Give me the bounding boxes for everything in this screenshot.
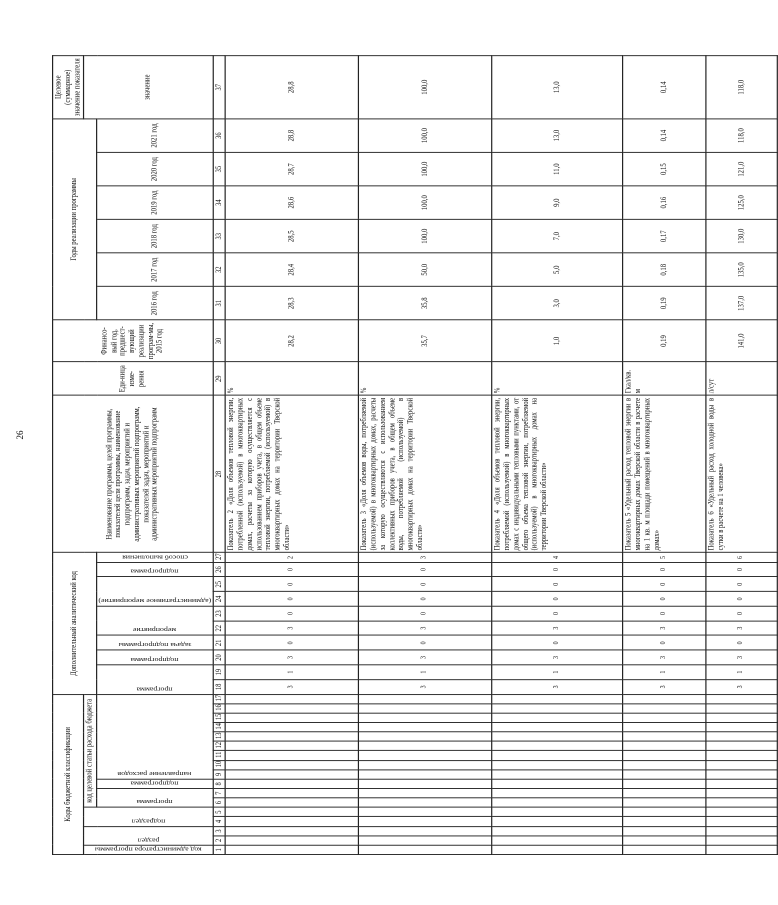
an-program-header: программа: [97, 665, 213, 694]
budget-code-cell: [359, 713, 492, 722]
year-value: 28,5: [226, 219, 359, 253]
col-num: 3: [213, 826, 226, 835]
col-num: 24: [213, 592, 226, 607]
col-num: 30: [213, 320, 226, 362]
analytic-digit: 0: [623, 562, 706, 577]
year-value: 121,0: [706, 152, 777, 186]
budget-code-cell: [226, 694, 359, 703]
budget-code-cell: [623, 723, 706, 732]
budget-code-cell: [359, 836, 492, 845]
analytic-digit: 0: [706, 577, 777, 592]
indicator-row: [706, 56, 777, 855]
analytic-digit: 0: [623, 636, 706, 651]
col-num: 19: [213, 665, 226, 680]
analytic-digit: 3: [706, 680, 777, 695]
indicator-name: Показатель 2 «Доля объемов тепловой энергии, потребленной (используемой) в многоквартирных домах, расчеты за которую осуществляется с использованием приборов учета, в общем объеме тепловой энергии, потребляемой (используемой) в многоквартирных домах на территории Тверской области»: [226, 396, 359, 553]
year-2018-header: 2018 год: [97, 219, 213, 253]
col-num: 6: [213, 798, 226, 807]
target-item-header: код целевой статьи расхода бюджета: [84, 694, 97, 807]
base-value: 141,0: [706, 320, 777, 362]
column-number-row: [213, 56, 226, 855]
budget-code-cell: [226, 770, 359, 779]
indicator-row: [359, 56, 492, 855]
budget-code-cell: [359, 798, 492, 807]
analytic-digit: 3: [492, 680, 623, 695]
year-value: 100,0: [359, 152, 492, 186]
budget-code-cell: [359, 694, 492, 703]
program-code-header: программа: [97, 789, 213, 808]
col-num: 15: [213, 713, 226, 722]
budget-code-cell: [226, 760, 359, 769]
budget-code-cell: [226, 798, 359, 807]
base-value: 35,7: [359, 320, 492, 362]
col-num: 37: [213, 56, 226, 119]
program-indicators-table: [52, 55, 778, 855]
analytic-digit: 0: [706, 562, 777, 577]
analytic-digit: 0: [623, 577, 706, 592]
analytic-digit: 4: [492, 553, 623, 562]
col-num: 1: [213, 845, 226, 854]
an-task-header: задача подпрограммы: [97, 636, 213, 651]
budget-code-cell: [359, 789, 492, 798]
budget-code-cell: [706, 704, 777, 713]
budget-code-cell: [706, 760, 777, 769]
page-number: 26: [15, 430, 25, 440]
indicator-name: Показатель 4 «Доля объемов тепловой энергии, потребляемой (используемой) в многоквартирных домах с индивидуальными тепловыми пунктами, от общего объема тепловой энергии, потребляемой (используемой) в многоквартирных домах на территории Тверской области»: [492, 396, 623, 553]
col-num: 34: [213, 186, 226, 220]
col-num: 28: [213, 396, 226, 553]
target-value: 0,14: [623, 56, 706, 119]
col-num: 29: [213, 362, 226, 396]
col-num: 11: [213, 751, 226, 760]
budget-code-cell: [623, 789, 706, 798]
budget-codes-header: Коды бюджетной классификации: [53, 694, 84, 854]
budget-code-cell: [226, 723, 359, 732]
col-num: 26: [213, 562, 226, 577]
col-num: 35: [213, 152, 226, 186]
budget-code-cell: [623, 741, 706, 750]
target-value: 118,0: [706, 56, 777, 119]
budget-code-cell: [359, 704, 492, 713]
analytic-digit: 1: [623, 665, 706, 680]
analytic-digit: 3: [706, 650, 777, 665]
budget-code-cell: [359, 723, 492, 732]
year-value: 100,0: [359, 219, 492, 253]
year-2017-header: 2017 год: [97, 253, 213, 287]
col-num: 33: [213, 219, 226, 253]
budget-code-cell: [226, 713, 359, 722]
unit-column-header: Еди-ница изме-рения: [53, 362, 213, 396]
analytic-digit: 0: [359, 592, 492, 607]
budget-code-cell: [492, 751, 623, 760]
target-value: 28,8: [226, 56, 359, 119]
budget-code-cell: [359, 741, 492, 750]
budget-code-cell: [706, 845, 777, 854]
analytic-digit: 2: [226, 553, 359, 562]
analytic-digit: 6: [706, 553, 777, 562]
year-value: 9,0: [492, 186, 623, 220]
col-num: 16: [213, 704, 226, 713]
budget-code-cell: [623, 713, 706, 722]
budget-code-cell: [706, 751, 777, 760]
col-num: 25: [213, 577, 226, 592]
analytic-digit: 0: [623, 592, 706, 607]
budget-code-cell: [359, 845, 492, 854]
analytic-digit: 3: [623, 621, 706, 636]
budget-code-cell: [492, 798, 623, 807]
budget-code-cell: [492, 836, 623, 845]
analytic-digit: 0: [492, 606, 623, 621]
year-value: 5,0: [492, 253, 623, 287]
year-value: 135,0: [706, 253, 777, 287]
budget-code-cell: [359, 770, 492, 779]
budget-code-cell: [359, 779, 492, 788]
analytic-digit: 3: [359, 621, 492, 636]
analytic-digit: 3: [623, 680, 706, 695]
budget-code-cell: [623, 760, 706, 769]
budget-code-cell: [706, 779, 777, 788]
analytic-digit: 1: [359, 665, 492, 680]
indicator-name: Показатель 5 «Удельный расход тепловой энергии в многоквартирных домах Тверской области в расчете на 1 кв. м площади помещений в многоквартирных домах»: [623, 396, 706, 553]
year-value: 13,0: [492, 119, 623, 153]
year-value: 11,0: [492, 152, 623, 186]
analytic-digit: 0: [359, 562, 492, 577]
year-value: 130,0: [706, 219, 777, 253]
col-num: 22: [213, 621, 226, 636]
year-2016-header: 2016 год: [97, 287, 213, 321]
budget-code-cell: [226, 779, 359, 788]
year-value: 0,18: [623, 253, 706, 287]
base-value: 1,0: [492, 320, 623, 362]
col-num: 32: [213, 253, 226, 287]
year-value: 0,15: [623, 152, 706, 186]
col-num: 5: [213, 807, 226, 816]
target-value: 13,0: [492, 56, 623, 119]
indicator-row: [226, 56, 359, 855]
budget-code-cell: [623, 798, 706, 807]
budget-code-cell: [706, 798, 777, 807]
budget-code-cell: [226, 789, 359, 798]
indicator-name: Показатель 3 «Доля объемов воды, потребляемой (используемой) в многоквартирных домах, расчеты за которую осуществляются с использованием коллективных приборов учета, в общем объеме воды, потребляемой (используемой) в многоквартирных домах на территории Тверской области»: [359, 396, 492, 553]
analytic-digit: 3: [492, 621, 623, 636]
year-2019-header: 2019 год: [97, 186, 213, 220]
analytic-digit: 0: [706, 606, 777, 621]
year-value: 3,0: [492, 287, 623, 321]
budget-code-cell: [492, 845, 623, 854]
budget-code-cell: [623, 751, 706, 760]
col-num: 12: [213, 741, 226, 750]
fin-year-column-header: Финансо-вый год, предшест-вующий реализации програм-мы, 2015 год: [53, 320, 213, 362]
analytic-digit: 0: [492, 636, 623, 651]
year-value: 28,6: [226, 186, 359, 220]
budget-code-cell: [359, 817, 492, 826]
budget-code-cell: [706, 713, 777, 722]
col-num: 31: [213, 287, 226, 321]
year-2021-header: 2021 год: [97, 119, 213, 153]
analytic-digit: 3: [226, 680, 359, 695]
budget-code-cell: [623, 704, 706, 713]
year-value: 125,0: [706, 186, 777, 220]
budget-code-cell: [226, 751, 359, 760]
analytic-digit: 3: [359, 650, 492, 665]
budget-code-cell: [706, 817, 777, 826]
col-num: 23: [213, 606, 226, 621]
budget-code-cell: [492, 713, 623, 722]
budget-code-cell: [623, 817, 706, 826]
budget-code-cell: [492, 694, 623, 703]
unit-cell: л/сут: [706, 362, 777, 396]
admin-code-header: код администратора программы: [84, 845, 213, 854]
analytic-digit: 5: [623, 553, 706, 562]
budget-code-cell: [706, 741, 777, 750]
year-value: 100,0: [359, 119, 492, 153]
analytic-digit: 3: [492, 650, 623, 665]
year-value: 137,0: [706, 287, 777, 321]
analytic-digit: 0: [226, 606, 359, 621]
budget-code-cell: [359, 760, 492, 769]
year-value: 28,3: [226, 287, 359, 321]
budget-code-cell: [706, 770, 777, 779]
budget-code-cell: [359, 807, 492, 816]
analytic-digit: 0: [706, 592, 777, 607]
analytic-digit: 0: [623, 606, 706, 621]
year-value: 50,0: [359, 253, 492, 287]
col-num: 18: [213, 680, 226, 695]
target-value: 100,0: [359, 56, 492, 119]
col-num: 13: [213, 732, 226, 741]
analytic-digit: 3: [359, 680, 492, 695]
budget-code-cell: [623, 845, 706, 854]
year-value: 100,0: [359, 186, 492, 220]
budget-code-cell: [359, 826, 492, 835]
budget-code-cell: [492, 779, 623, 788]
budget-code-cell: [492, 789, 623, 798]
section-header: раздел: [84, 826, 213, 845]
indicator-name: Показатель 6 «Удельный расход холодной воды в сутки в расчете на 1 человека»: [706, 396, 777, 553]
analytic-digit: 1: [492, 665, 623, 680]
analytic-digit: 3: [226, 650, 359, 665]
budget-code-cell: [226, 704, 359, 713]
budget-code-cell: [492, 770, 623, 779]
col-num: 7: [213, 789, 226, 798]
analytic-digit: 0: [226, 577, 359, 592]
analytic-digit: 3: [359, 553, 492, 562]
analytic-digit: 3: [706, 621, 777, 636]
budget-code-cell: [226, 807, 359, 816]
analytic-digit: 0: [226, 562, 359, 577]
unit-cell: Гкал/кв. м: [623, 362, 706, 396]
base-value: 28,2: [226, 320, 359, 362]
year-value: 0,19: [623, 287, 706, 321]
indicator-row: [623, 56, 706, 855]
budget-code-cell: [706, 807, 777, 816]
budget-code-cell: [706, 723, 777, 732]
an-method-header: способ выполнения: [97, 553, 213, 562]
budget-code-cell: [492, 817, 623, 826]
an-event-header: мероприятие: [97, 606, 213, 635]
budget-code-cell: [706, 826, 777, 835]
col-num: 8: [213, 779, 226, 788]
budget-code-cell: [706, 732, 777, 741]
budget-code-cell: [492, 807, 623, 816]
budget-code-cell: [706, 789, 777, 798]
an-admin-event-header: (административное мероприятие): [97, 577, 213, 606]
analytic-digit: 0: [706, 636, 777, 651]
col-num: 10: [213, 760, 226, 769]
analytic-digit: 0: [492, 592, 623, 607]
col-num: 27: [213, 553, 226, 562]
an-subprogram2-header: подпрограмма: [97, 562, 213, 577]
analytic-digit: 3: [623, 650, 706, 665]
subprogram-code-header: подпрограмма: [97, 779, 213, 788]
budget-code-cell: [359, 732, 492, 741]
year-value: 35,8: [359, 287, 492, 321]
target-header: Целевое (суммарное) значение показателя: [53, 56, 84, 119]
analytic-digit: 3: [226, 621, 359, 636]
budget-code-cell: [226, 826, 359, 835]
budget-code-cell: [623, 770, 706, 779]
name-column-header: Наименование программы, целей программы, показателей цели программы, наименование подпрограмм, задач, мероприятий и административных мероприятий подпрограмм, показателей задач, мероприятий и административных мероприятий подпрограмм: [53, 396, 213, 553]
year-value: 0,17: [623, 219, 706, 253]
analytic-digit: 0: [492, 562, 623, 577]
indicator-row: [492, 56, 623, 855]
col-num: 17: [213, 694, 226, 703]
budget-code-cell: [492, 723, 623, 732]
budget-code-cell: [359, 751, 492, 760]
budget-code-cell: [492, 826, 623, 835]
budget-code-cell: [226, 732, 359, 741]
budget-code-cell: [492, 741, 623, 750]
budget-code-cell: [492, 704, 623, 713]
budget-code-cell: [706, 836, 777, 845]
budget-code-cell: [706, 694, 777, 703]
direction-code-header: направление расходов: [97, 694, 213, 779]
budget-code-cell: [492, 732, 623, 741]
budget-code-cell: [226, 817, 359, 826]
col-num: 36: [213, 119, 226, 153]
year-value: 7,0: [492, 219, 623, 253]
base-value: 0,19: [623, 320, 706, 362]
rotated-table-sheet: [52, 55, 746, 855]
analytic-digit: 0: [492, 577, 623, 592]
analytic-code-header: Дополнительный аналитический код: [53, 553, 97, 694]
col-num: 9: [213, 770, 226, 779]
analytic-digit: 0: [359, 606, 492, 621]
year-value: 28,4: [226, 253, 359, 287]
year-value: 28,7: [226, 152, 359, 186]
subsection-header: подраздел: [84, 807, 213, 826]
budget-code-cell: [492, 760, 623, 769]
value-header: значение: [84, 56, 213, 119]
col-num: 14: [213, 723, 226, 732]
col-num: 20: [213, 650, 226, 665]
col-num: 4: [213, 817, 226, 826]
years-header: Годы реализации программы: [53, 119, 97, 320]
unit-cell: %: [359, 362, 492, 396]
an-subprogram-header: подпрограмма: [97, 650, 213, 665]
unit-cell: %: [492, 362, 623, 396]
analytic-digit: 0: [359, 577, 492, 592]
indicator-rows: [226, 56, 778, 855]
year-value: 0,14: [623, 119, 706, 153]
analytic-digit: 0: [359, 636, 492, 651]
year-value: 0,16: [623, 186, 706, 220]
budget-code-cell: [226, 836, 359, 845]
budget-code-cell: [623, 826, 706, 835]
budget-code-cell: [623, 732, 706, 741]
budget-code-cell: [623, 779, 706, 788]
analytic-digit: 1: [226, 665, 359, 680]
col-num: 21: [213, 636, 226, 651]
year-value: 28,8: [226, 119, 359, 153]
year-2020-header: 2020 год: [97, 152, 213, 186]
analytic-digit: 1: [706, 665, 777, 680]
analytic-digit: 0: [226, 592, 359, 607]
budget-code-cell: [623, 694, 706, 703]
year-value: 118,0: [706, 119, 777, 153]
unit-cell: %: [226, 362, 359, 396]
budget-code-cell: [623, 836, 706, 845]
budget-code-cell: [226, 741, 359, 750]
col-num: 2: [213, 836, 226, 845]
budget-code-cell: [226, 845, 359, 854]
budget-code-cell: [623, 807, 706, 816]
analytic-digit: 0: [226, 636, 359, 651]
